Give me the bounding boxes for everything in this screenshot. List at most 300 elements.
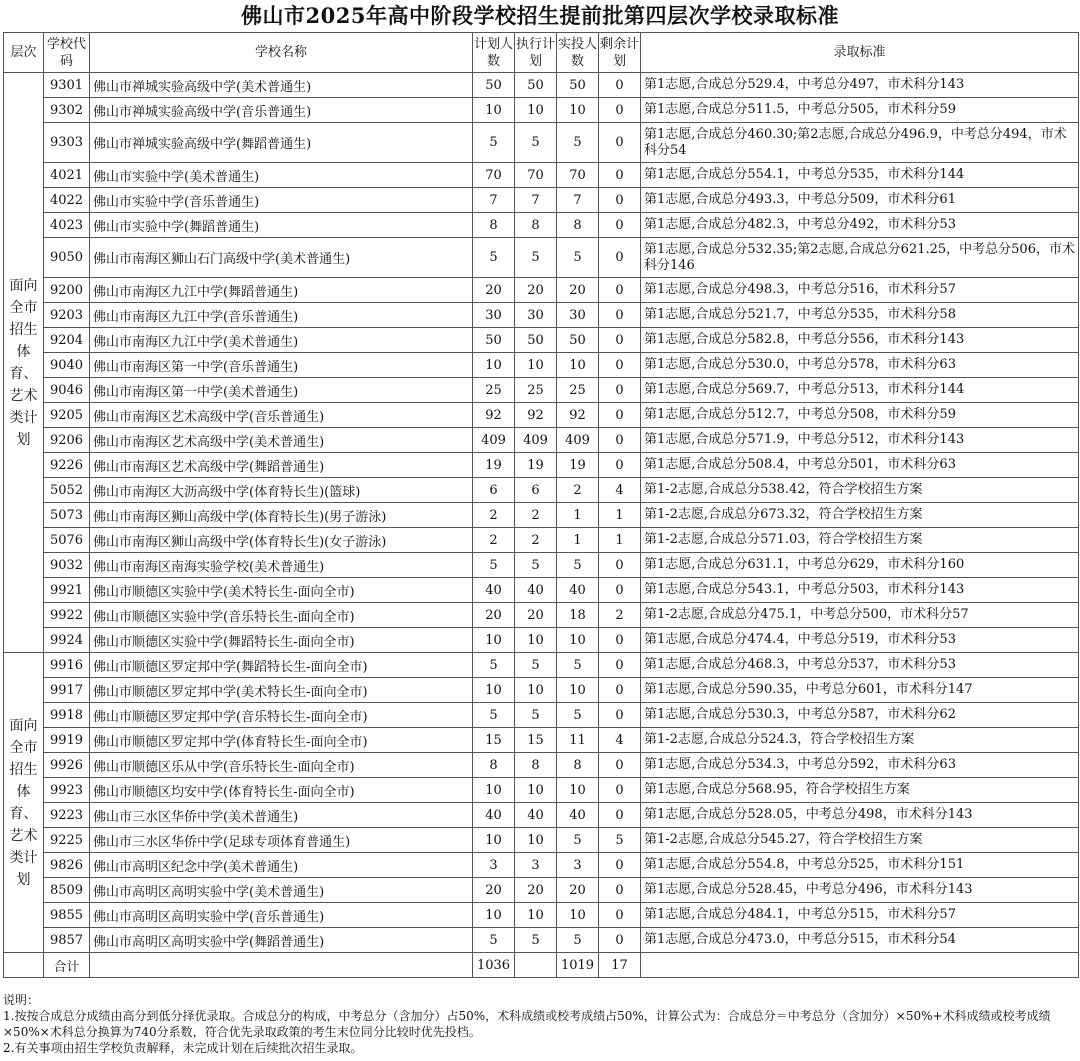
school-name: 佛山市三水区华侨中学(美术普通生) [90,803,473,828]
school-code: 9204 [44,328,90,353]
criteria-text: 第1志愿,合成总分571.9，中考总分512，市术科分143 [641,428,1079,453]
plan-count: 5 [473,653,515,678]
remain-count: 0 [599,188,641,213]
plan-count: 15 [473,728,515,753]
plan-count: 409 [473,428,515,453]
school-name: 佛山市顺德区罗定邦中学(音乐特长生-面向全市) [90,703,473,728]
actual-count: 5 [557,238,599,278]
table-row [4,853,1079,878]
criteria-text: 第1志愿,合成总分534.3，中考总分592，市术科分63 [641,753,1079,778]
plan-count: 30 [473,303,515,328]
exec-count: 3 [515,853,557,878]
exec-count: 409 [515,428,557,453]
plan-count: 2 [473,528,515,553]
school-name: 佛山市三水区华侨中学(足球专项体育普通生) [90,828,473,853]
exec-count: 50 [515,73,557,98]
remain-count: 0 [599,703,641,728]
header-exec: 执行计划 [515,33,557,73]
remain-count: 0 [599,928,641,953]
plan-count: 10 [473,628,515,653]
school-name: 佛山市顺德区罗定邦中学(舞蹈特长生-面向全市) [90,653,473,678]
exec-count: 7 [515,188,557,213]
table-row [4,678,1079,703]
table-row [4,703,1079,728]
actual-count: 2 [557,478,599,503]
actual-count: 5 [557,703,599,728]
school-name: 佛山市高明区高明实验中学(舞蹈普通生) [90,928,473,953]
school-code: 9917 [44,678,90,703]
plan-count: 5 [473,238,515,278]
remain-count: 2 [599,603,641,628]
table-row [4,503,1079,528]
criteria-text: 第1志愿,合成总分498.3，中考总分516，市术科分57 [641,278,1079,303]
remain-count: 0 [599,378,641,403]
exec-count: 92 [515,403,557,428]
plan-count: 20 [473,278,515,303]
header-code: 学校代码 [44,33,90,73]
school-code: 9826 [44,853,90,878]
total-actual: 1019 [557,953,599,978]
remain-count: 0 [599,778,641,803]
exec-count: 10 [515,353,557,378]
plan-count: 5 [473,703,515,728]
exec-count: 40 [515,578,557,603]
school-name: 佛山市顺德区罗定邦中学(美术特长生-面向全市) [90,678,473,703]
actual-count: 10 [557,903,599,928]
criteria-text: 第1志愿,合成总分460.30;第2志愿,合成总分496.9，中考总分494，市术科分54 [641,123,1079,163]
header-row [4,33,1079,73]
school-name: 佛山市高明区高明实验中学(美术普通生) [90,878,473,903]
remain-count: 0 [599,303,641,328]
remain-count: 0 [599,353,641,378]
total-label: 合计 [44,953,90,978]
exec-count: 10 [515,98,557,123]
remain-count: 0 [599,403,641,428]
remain-count: 0 [599,428,641,453]
table-row [4,428,1079,453]
criteria-text: 第1志愿,合成总分554.8，中考总分525，市术科分151 [641,853,1079,878]
exec-count: 5 [515,238,557,278]
layer-cell [4,653,44,953]
table-row [4,478,1079,503]
actual-count: 7 [557,188,599,213]
actual-count: 10 [557,353,599,378]
criteria-text: 第1志愿,合成总分511.5，中考总分505，市术科分59 [641,98,1079,123]
table-row [4,728,1079,753]
table-row [4,578,1079,603]
table-row [4,453,1079,478]
criteria-text: 第1志愿,合成总分528.05，中考总分498，市术科分143 [641,803,1079,828]
actual-count: 70 [557,163,599,188]
plan-count: 3 [473,853,515,878]
criteria-text: 第1志愿,合成总分569.7，中考总分513，市术科分144 [641,378,1079,403]
school-code: 9225 [44,828,90,853]
actual-count: 5 [557,928,599,953]
actual-count: 5 [557,123,599,163]
school-code: 9918 [44,703,90,728]
school-code: 9302 [44,98,90,123]
remain-count: 4 [599,728,641,753]
total-exec [515,953,557,978]
plan-count: 5 [473,553,515,578]
table-row [4,188,1079,213]
actual-count: 1 [557,503,599,528]
plan-count: 10 [473,828,515,853]
school-name: 佛山市南海区第一中学(美术普通生) [90,378,473,403]
school-name: 佛山市南海区艺术高级中学(音乐普通生) [90,403,473,428]
school-name: 佛山市南海区艺术高级中学(美术普通生) [90,428,473,453]
plan-count: 50 [473,328,515,353]
layer-label: 面向全市招生体育、艺术类计划 [9,277,38,448]
exec-count: 50 [515,328,557,353]
table-row [4,403,1079,428]
school-code: 9050 [44,238,90,278]
school-code: 9922 [44,603,90,628]
school-name: 佛山市顺德区乐从中学(音乐特长生-面向全市) [90,753,473,778]
school-code: 4023 [44,213,90,238]
exec-count: 10 [515,628,557,653]
school-name: 佛山市高明区纪念中学(美术普通生) [90,853,473,878]
school-name: 佛山市顺德区实验中学(美术特长生-面向全市) [90,578,473,603]
table-row [4,778,1079,803]
header-actual: 实投人数 [557,33,599,73]
exec-count: 5 [515,553,557,578]
notes-line-1: 1.按按合成总分成绩由高分到低分择优录取。合成总分的构成，中考总分（含加分）占50%，术科成绩或校考成绩占50%，计算公式为：合成总分＝中考总分（含加分）×50%+术科成绩或校考成绩×50%×术科总分换算为740分系数，符合优先录取政策的考生末位同分比较时优先投档。 [3,1009,1051,1039]
criteria-text: 第1志愿,合成总分521.7，中考总分535，市术科分58 [641,303,1079,328]
remain-count: 4 [599,478,641,503]
total-criteria [641,953,1079,978]
actual-count: 11 [557,728,599,753]
plan-count: 70 [473,163,515,188]
exec-count: 8 [515,213,557,238]
school-name: 佛山市南海区大沥高级中学(体育特长生)(篮球) [90,478,473,503]
actual-count: 40 [557,803,599,828]
remain-count: 0 [599,238,641,278]
school-code: 9855 [44,903,90,928]
school-code: 9924 [44,628,90,653]
school-name: 佛山市南海区狮山高级中学(体育特长生)(女子游泳) [90,528,473,553]
actual-count: 25 [557,378,599,403]
total-layer-cell [4,953,44,978]
school-name: 佛山市禅城实验高级中学(舞蹈普通生) [90,123,473,163]
school-name: 佛山市顺德区罗定邦中学(体育特长生-面向全市) [90,728,473,753]
plan-count: 25 [473,378,515,403]
header-name: 学校名称 [90,33,473,73]
table-row [4,278,1079,303]
criteria-text: 第1-2志愿,合成总分571.03，符合学校招生方案 [641,528,1079,553]
school-name: 佛山市南海区九江中学(舞蹈普通生) [90,278,473,303]
table-row [4,828,1079,853]
criteria-text: 第1志愿,合成总分631.1，中考总分629，市术科分160 [641,553,1079,578]
plan-count: 40 [473,578,515,603]
table-row [4,98,1079,123]
table-row [4,628,1079,653]
actual-count: 50 [557,73,599,98]
criteria-text: 第1-2志愿,合成总分673.32，符合学校招生方案 [641,503,1079,528]
exec-count: 30 [515,303,557,328]
exec-count: 70 [515,163,557,188]
exec-count: 10 [515,828,557,853]
school-code: 9040 [44,353,90,378]
table-row [4,73,1079,98]
criteria-text: 第1志愿,合成总分473.0，中考总分515，市术科分54 [641,928,1079,953]
criteria-text: 第1志愿,合成总分528.45，中考总分496，市术科分143 [641,878,1079,903]
header-plan: 计划人数 [473,33,515,73]
layer-cell [4,73,44,653]
school-code: 9303 [44,123,90,163]
actual-count: 18 [557,603,599,628]
criteria-text: 第1志愿,合成总分508.4，中考总分501，市术科分63 [641,453,1079,478]
actual-count: 20 [557,878,599,903]
notes-heading: 说明： [3,993,40,1007]
header-criteria: 录取标准 [641,33,1079,73]
school-code: 9921 [44,578,90,603]
table-row [4,213,1079,238]
school-name: 佛山市顺德区实验中学(舞蹈特长生-面向全市) [90,628,473,653]
notes [3,992,1077,1056]
admission-table [3,32,1079,978]
criteria-text: 第1志愿,合成总分482.3，中考总分492，市术科分53 [641,213,1079,238]
table-row [4,163,1079,188]
criteria-text: 第1志愿,合成总分543.1，中考总分503，市术科分143 [641,578,1079,603]
actual-count: 10 [557,678,599,703]
actual-count: 5 [557,828,599,853]
exec-count: 5 [515,123,557,163]
remain-count: 0 [599,163,641,188]
school-code: 9916 [44,653,90,678]
school-name: 佛山市实验中学(音乐普通生) [90,188,473,213]
school-code: 4021 [44,163,90,188]
criteria-text: 第1志愿,合成总分590.35，中考总分601，市术科分147 [641,678,1079,703]
remain-count: 0 [599,903,641,928]
actual-count: 5 [557,553,599,578]
school-name: 佛山市南海区九江中学(音乐普通生) [90,303,473,328]
header-layer: 层次 [4,33,44,73]
remain-count: 0 [599,213,641,238]
school-code: 9206 [44,428,90,453]
plan-count: 10 [473,903,515,928]
exec-count: 6 [515,478,557,503]
actual-count: 8 [557,213,599,238]
header-remain: 剩余计划 [599,33,641,73]
school-code: 9205 [44,403,90,428]
plan-count: 2 [473,503,515,528]
exec-count: 10 [515,778,557,803]
school-name: 佛山市南海区南海实验学校(美术普通生) [90,553,473,578]
total-name-cell [90,953,473,978]
plan-count: 20 [473,603,515,628]
criteria-text: 第1-2志愿,合成总分538.42，符合学校招生方案 [641,478,1079,503]
criteria-text: 第1志愿,合成总分512.7，中考总分508，市术科分59 [641,403,1079,428]
remain-count: 1 [599,528,641,553]
table-row [4,603,1079,628]
exec-count: 5 [515,703,557,728]
school-code: 4022 [44,188,90,213]
criteria-text: 第1志愿,合成总分582.8，中考总分556，市术科分143 [641,328,1079,353]
remain-count: 0 [599,628,641,653]
plan-count: 40 [473,803,515,828]
table-row [4,903,1079,928]
criteria-text: 第1志愿,合成总分484.1，中考总分515，市术科分57 [641,903,1079,928]
remain-count: 0 [599,653,641,678]
plan-count: 10 [473,353,515,378]
school-name: 佛山市南海区狮山石门高级中学(美术普通生) [90,238,473,278]
school-name: 佛山市南海区狮山高级中学(体育特长生)(男子游泳) [90,503,473,528]
school-code: 9926 [44,753,90,778]
school-code: 9203 [44,303,90,328]
school-code: 9226 [44,453,90,478]
plan-count: 92 [473,403,515,428]
school-code: 5076 [44,528,90,553]
table-row [4,653,1079,678]
remain-count: 0 [599,678,641,703]
plan-count: 8 [473,213,515,238]
school-code: 9857 [44,928,90,953]
actual-count: 10 [557,778,599,803]
notes-line-2: 2.有关事项由招生学校负责解释，未完成计划在后续批次招生录取。 [3,1041,363,1055]
plan-count: 10 [473,778,515,803]
actual-count: 10 [557,98,599,123]
table-row [4,528,1079,553]
remain-count: 0 [599,803,641,828]
school-name: 佛山市禅城实验高级中学(美术普通生) [90,73,473,98]
school-code: 9200 [44,278,90,303]
criteria-text: 第1-2志愿,合成总分475.1，中考总分500，市术科分57 [641,603,1079,628]
exec-count: 19 [515,453,557,478]
criteria-text: 第1志愿,合成总分530.0，中考总分578，市术科分63 [641,353,1079,378]
school-name: 佛山市顺德区均安中学(体育特长生-面向全市) [90,778,473,803]
table-row [4,878,1079,903]
plan-count: 20 [473,878,515,903]
school-name: 佛山市实验中学(舞蹈普通生) [90,213,473,238]
remain-count: 0 [599,753,641,778]
table-row [4,553,1079,578]
page-title: 佛山市2025年高中阶段学校招生提前批第四层次学校录取标准 [241,3,839,28]
criteria-text: 第1志愿,合成总分529.4，中考总分497，市术科分143 [641,73,1079,98]
plan-count: 19 [473,453,515,478]
remain-count: 5 [599,828,641,853]
actual-count: 409 [557,428,599,453]
actual-count: 8 [557,753,599,778]
remain-count: 0 [599,553,641,578]
school-name: 佛山市顺德区实验中学(音乐特长生-面向全市) [90,603,473,628]
table-row [4,353,1079,378]
plan-count: 10 [473,678,515,703]
plan-count: 6 [473,478,515,503]
actual-count: 30 [557,303,599,328]
school-code: 5073 [44,503,90,528]
criteria-text: 第1志愿,合成总分554.1，中考总分535，市术科分144 [641,163,1079,188]
plan-count: 5 [473,123,515,163]
criteria-text: 第1-2志愿,合成总分524.3，符合学校招生方案 [641,728,1079,753]
exec-count: 8 [515,753,557,778]
exec-count: 20 [515,603,557,628]
remain-count: 1 [599,503,641,528]
school-name: 佛山市南海区第一中学(音乐普通生) [90,353,473,378]
exec-count: 10 [515,903,557,928]
exec-count: 40 [515,803,557,828]
plan-count: 8 [473,753,515,778]
exec-count: 20 [515,878,557,903]
criteria-text: 第1志愿,合成总分474.4，中考总分519，市术科分53 [641,628,1079,653]
actual-count: 20 [557,278,599,303]
school-code: 5052 [44,478,90,503]
total-plan: 1036 [473,953,515,978]
remain-count: 0 [599,878,641,903]
table-row [4,753,1079,778]
table-row [4,803,1079,828]
school-code: 9923 [44,778,90,803]
school-code: 9223 [44,803,90,828]
school-name: 佛山市实验中学(美术普通生) [90,163,473,188]
table-body [4,73,1079,978]
criteria-text: 第1志愿,合成总分530.3，中考总分587，市术科分62 [641,703,1079,728]
plan-count: 50 [473,73,515,98]
actual-count: 40 [557,578,599,603]
criteria-text: 第1-2志愿,合成总分545.27，符合学校招生方案 [641,828,1079,853]
table-row [4,303,1079,328]
criteria-text: 第1志愿,合成总分468.3，中考总分537，市术科分53 [641,653,1079,678]
remain-count: 0 [599,278,641,303]
actual-count: 1 [557,528,599,553]
table-row [4,378,1079,403]
total-remain: 17 [599,953,641,978]
criteria-text: 第1志愿,合成总分532.35;第2志愿,合成总分621.25，中考总分506，市术科分146 [641,238,1079,278]
school-code: 9919 [44,728,90,753]
exec-count: 5 [515,653,557,678]
table-row [4,328,1079,353]
exec-count: 20 [515,278,557,303]
school-code: 9046 [44,378,90,403]
remain-count: 0 [599,853,641,878]
actual-count: 10 [557,628,599,653]
actual-count: 50 [557,328,599,353]
exec-count: 10 [515,678,557,703]
remain-count: 0 [599,453,641,478]
actual-count: 5 [557,653,599,678]
school-code: 8509 [44,878,90,903]
actual-count: 19 [557,453,599,478]
plan-count: 5 [473,928,515,953]
exec-count: 2 [515,503,557,528]
school-name: 佛山市禅城实验高级中学(音乐普通生) [90,98,473,123]
actual-count: 3 [557,853,599,878]
exec-count: 5 [515,928,557,953]
exec-count: 2 [515,528,557,553]
exec-count: 15 [515,728,557,753]
plan-count: 10 [473,98,515,123]
actual-count: 92 [557,403,599,428]
remain-count: 0 [599,123,641,163]
remain-count: 0 [599,578,641,603]
exec-count: 25 [515,378,557,403]
layer-label: 面向全市招生体育、艺术类计划 [9,717,38,888]
school-name: 佛山市南海区艺术高级中学(舞蹈普通生) [90,453,473,478]
criteria-text: 第1志愿,合成总分493.3，中考总分509，市术科分61 [641,188,1079,213]
school-name: 佛山市高明区高明实验中学(音乐普通生) [90,903,473,928]
remain-count: 0 [599,328,641,353]
criteria-text: 第1志愿,合成总分568.95，符合学校招生方案 [641,778,1079,803]
table-row [4,123,1079,163]
school-name: 佛山市南海区九江中学(美术普通生) [90,328,473,353]
table-row [4,928,1079,953]
table-row [4,238,1079,278]
school-code: 9032 [44,553,90,578]
plan-count: 7 [473,188,515,213]
remain-count: 0 [599,98,641,123]
school-code: 9301 [44,73,90,98]
total-row [4,953,1079,978]
